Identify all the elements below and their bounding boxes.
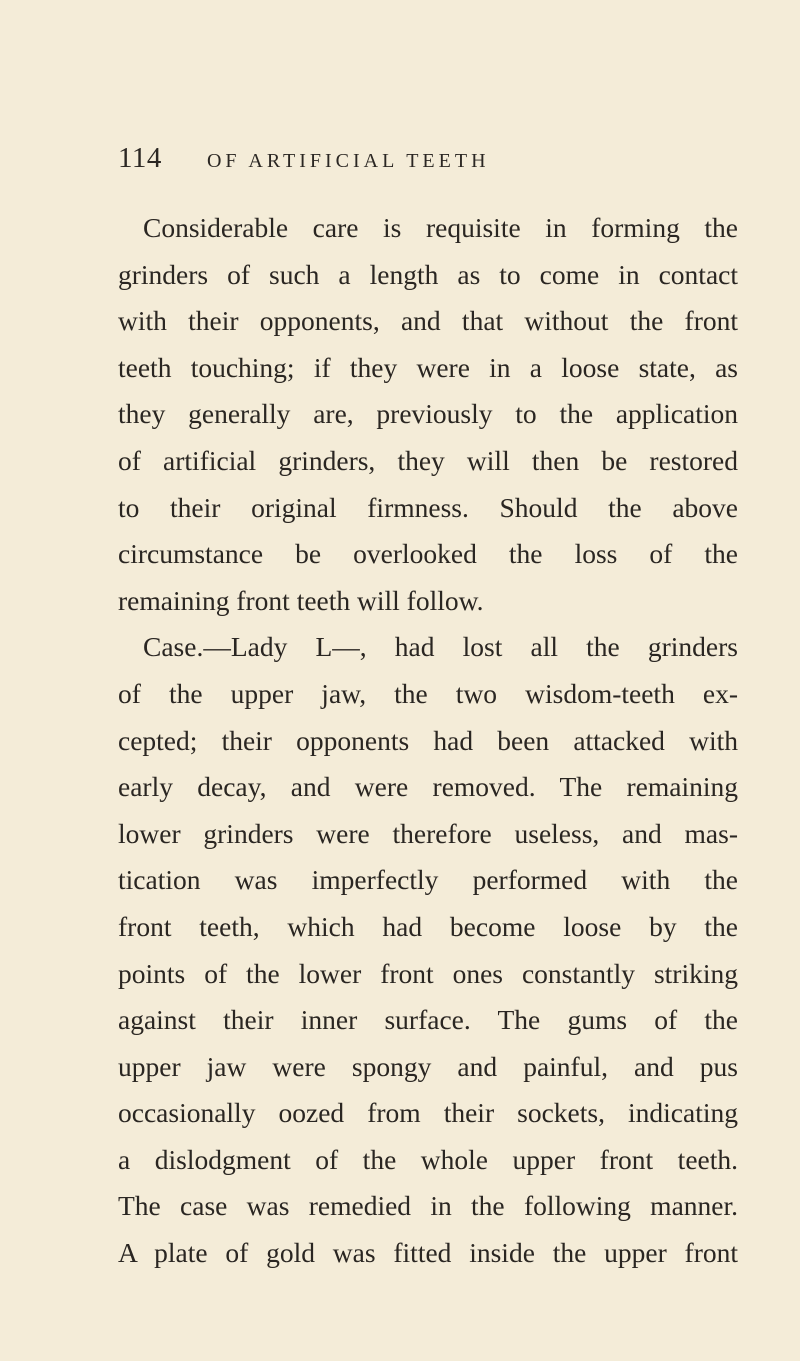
text-line: of artificial grinders, they will then be restored xyxy=(118,444,738,476)
text-line: lower grinders were therefore useless, and mas- xyxy=(118,817,738,849)
text-line: Considerable care is requisite in forming the xyxy=(143,212,738,243)
text-line: against their inner surface. The gums of the xyxy=(118,1004,738,1036)
text-line: A plate of gold was fitted inside the upper front xyxy=(118,1237,738,1269)
text-line: upper jaw were spongy and painful, and pus xyxy=(118,1050,738,1082)
text-line: early decay, and were removed. The remaining xyxy=(118,771,738,803)
text-line: grinders of such a length as to come in contact xyxy=(118,258,738,290)
text-line: circumstance be overlooked the loss of the xyxy=(118,538,738,570)
page-number: 114 xyxy=(118,142,162,174)
text-line: remaining front teeth will follow. xyxy=(118,584,484,616)
text-line: they generally are, previously to the application xyxy=(118,398,738,430)
text-line: a dislodgment of the whole upper front teeth. xyxy=(118,1143,738,1175)
running-head: OF ARTIFICIAL TEETH xyxy=(206,150,490,172)
text-line: of the upper jaw, the two wisdom-teeth ex- xyxy=(118,677,738,709)
text-line: with their opponents, and that without the front xyxy=(118,305,738,337)
text-line: teeth touching; if they were in a loose state, as xyxy=(118,351,738,383)
page-header xyxy=(118,142,678,176)
text-line: tication was imperfectly performed with the xyxy=(118,864,738,896)
text-line: cepted; their opponents had been attacked with xyxy=(118,724,738,756)
text-line: The case was remedied in the following manner. xyxy=(118,1190,738,1222)
text-line-case: Case.—Lady L—, had lost all the grinders xyxy=(143,631,738,663)
body-text xyxy=(118,205,738,1277)
text-line: to their original firmness. Should the above xyxy=(118,491,738,523)
text-line: points of the lower front ones constantly striking xyxy=(118,957,738,989)
text-line: front teeth, which had become loose by the xyxy=(118,910,738,942)
text-line: occasionally oozed from their sockets, indicating xyxy=(118,1097,738,1129)
